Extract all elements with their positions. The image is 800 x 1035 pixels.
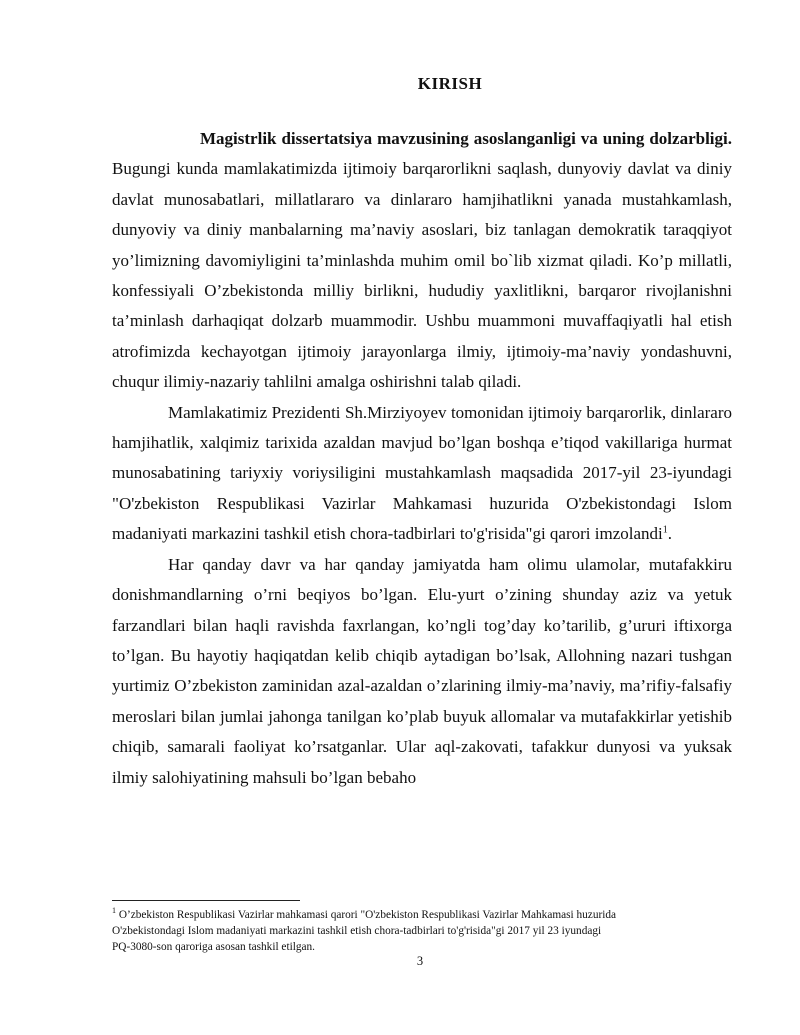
footnote-text: O’zbekiston Respublikasi Vazirlar mahkamasi qarori "O'zbekiston Respublikasi Vazirlar Mahkamasi huzurida [116,909,617,921]
paragraph-relevance [112,124,732,398]
footnote-line: O'zbekistondagi Islom madaniyati markazini tashkil etish chora-tadbirlari to'g'risida"gi 2017 yil 23 iyundagi [112,925,602,937]
paragraph-scholars [112,550,732,793]
paragraph-president-decree [112,398,732,550]
body-text [112,124,732,793]
footnote-line: PQ-3080-son qaroriga asosan tashkil etilgan. [112,941,315,953]
paragraph-text: Har qanday davr va har qanday jamiyatda ham olimu ulamolar, mutafakkiru donishmandlarning o’rni beqiyos bo’lgan. Elu-yurt o’zining shunday aziz va yetuk farzandlari bilan haqli ravishda faxrlangan, ko’ngli tog’day ko’tarilib, g’ururi iftixorga to’lgan. Bu hayotiy haqiqatdan kelib chiqib aytadigan bo’lsak, Allohning nazari tushgan yurtimiz O’zbekiston zaminidan azal-azaldan o’zlarining ilmiy-ma’naviy, ma’rifiy-falsafiy meroslari bilan jumlai jahonga tanilgan ko’plab buyuk allomalar va mutafakkirlar yetishib chiqib, samarali faoliyat ko’rsatganlar. Ular aql-zakovati, tafakkur dunyosi va yuksak ilmiy salohiyatining mahsuli bo’lgan bebaho [112,554,732,787]
paragraph-text: Bugungi kunda mamlakatimizda ijtimoiy barqarorlikni saqlash, dunyoviy davlat va diniy davlat munosabatlari, millatlararo va dinlararo hamjihatlikni yanada mustahkamlash, dunyoviy va diniy manbalarning ma’naviy asoslari, biz tanlagan demokratik taraqqiyot yo’limizning davomiyligini ta’minlashda muhim omil bo`lib xizmat qiladi. Ko’p millatli, konfessiyali O’zbekistonda milliy birlikni, hududiy yaxlitlikni, barqaror rivojlanishni ta’minlash darhaqiqat dolzarb muammodir. Ushbu muammoni muvaffaqiyatli hal etish atrofimizda kechayotgan ijtimoiy jarayonlarga ilmiy, ijtimoiy-ma’naviy yondashuvni, chuqur ilimiy-nazariy tahlilni amalga oshirishni talab qiladi. [112,159,732,392]
page-number: 3 [416,954,424,968]
footnote-line [112,907,732,923]
footnote-reference[interactable]: 1 [662,524,668,536]
paragraph-text: Mamlakatimiz Prezidenti Sh.Mirziyoyev tomonidan ijtimoiy barqarorlik, dinlararo hamjihatlik, xalqimiz tarixida azaldan mavjud bo’lgan boshqa e’tiqod vakillariga hurmat munosabatining tariyxiy voriysiligini mustahkamlash maqsadida 2017-yil 23-iyundagi "O'zbekiston Respublikasi Vazirlar Mahkamasi huzurida O'zbekistondagi Islom madaniyati markazini tashkil etish chora-tadbirlari to'g'risida"gi qarori imzolandi [112,402,732,544]
page-title: KIRISH [417,74,483,93]
footnote-marker: 1 [112,906,116,916]
footnote [112,907,732,955]
footnote-divider [112,900,300,901]
paragraph-lead-bold: Magistrlik dissertatsiya mavzusining asoslanganligi va uning dolzarbligi. [200,129,732,148]
paragraph-end: . [667,524,673,544]
